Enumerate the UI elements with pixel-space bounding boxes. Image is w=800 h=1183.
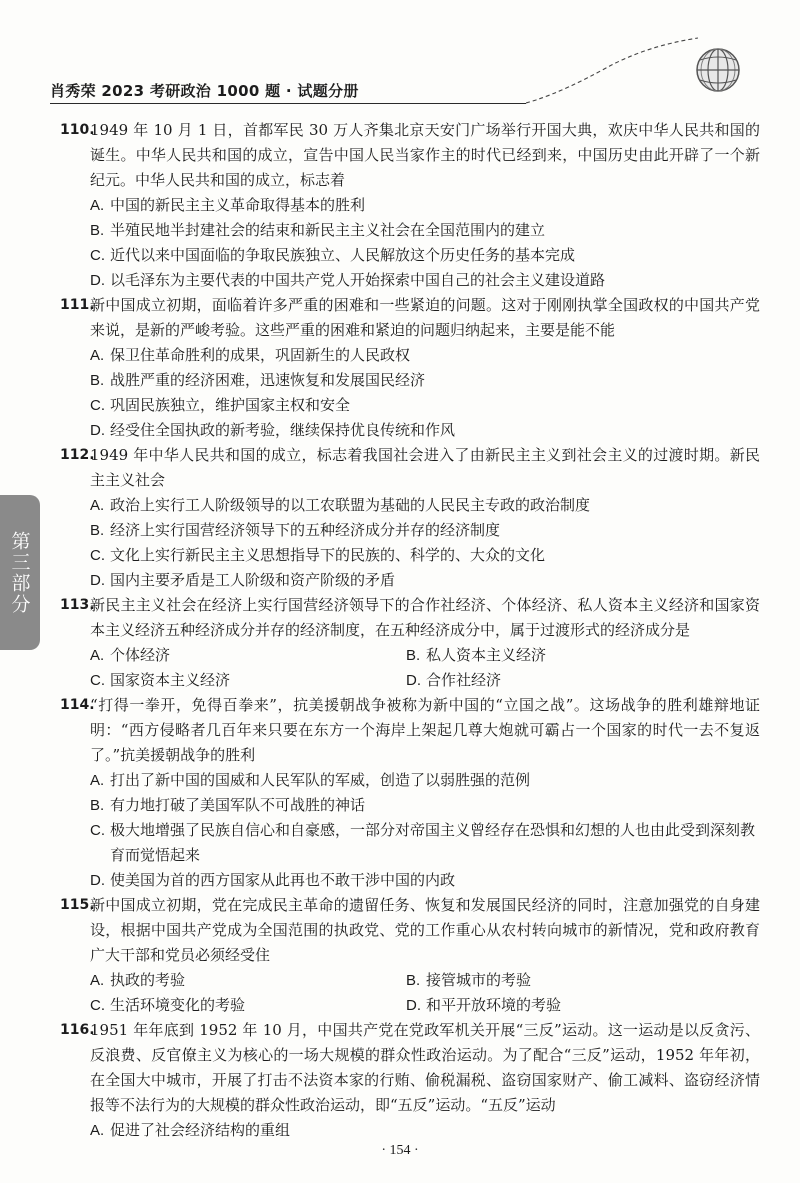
question-stem	[60, 593, 760, 643]
question-stem	[60, 1018, 760, 1118]
option-d: D. 经受住全国执政的新考验，继续保持优良传统和作风	[90, 421, 456, 439]
question-text: 1949 年中华人民共和国的成立，标志着我国社会进入了由新民主主义到社会主义的过渡时期。新民主主义社会	[90, 446, 760, 489]
globe-icon	[694, 46, 742, 94]
header-dashed-curve	[526, 30, 698, 104]
header-title: 肖秀荣 2023 考研政治 1000 题 · 试题分册	[50, 82, 359, 100]
question-list	[60, 118, 760, 1143]
question-number: 113.	[60, 597, 95, 613]
option-c: C. 生活环境变化的考验	[90, 996, 246, 1014]
option-a: A. 保卫住革命胜利的成果，巩固新生的人民政权	[90, 346, 411, 364]
option-b: B. 战胜严重的经济困难，迅速恢复和发展国民经济	[90, 371, 426, 389]
option-c: C. 巩固民族独立，维护国家主权和安全	[90, 396, 351, 414]
question-111	[60, 293, 760, 443]
option-a: A. 打出了新中国的国威和人民军队的军威，创造了以弱胜强的范例	[90, 771, 531, 789]
option-b: B. 半殖民地半封建社会的结束和新民主主义社会在全国范围内的建立	[90, 221, 546, 239]
option-list	[60, 493, 760, 593]
option-d: D. 使美国为首的西方国家从此再也不敢干涉中国的内政	[90, 871, 456, 889]
question-stem	[60, 893, 760, 968]
option-c: C. 国家资本主义经济	[90, 671, 231, 689]
option-list	[60, 968, 760, 1018]
option-a: A. 政治上实行工人阶级领导的以工农联盟为基础的人民民主专政的政治制度	[90, 496, 591, 514]
option-b: B. 经济上实行国营经济领导下的五种经济成分并存的经济制度	[90, 521, 501, 539]
question-stem	[60, 293, 760, 343]
option-list	[60, 768, 760, 893]
question-stem	[60, 693, 760, 768]
option-d: D. 以毛泽东为主要代表的中国共产党人开始探索中国自己的社会主义建设道路	[90, 271, 606, 289]
question-number: 114.	[60, 697, 95, 713]
option-d: D. 和平开放环境的考验	[406, 996, 562, 1014]
option-a: A. 中国的新民主主义革命取得基本的胜利	[90, 196, 366, 214]
option-a: A. 促进了社会经济结构的重组	[90, 1121, 291, 1139]
question-115	[60, 893, 760, 1018]
question-text: “打得一拳开，免得百拳来”，抗美援朝战争被称为新中国的“立国之战”。这场战争的胜利雄辩地证明：“西方侵略者几百年来只要在东方一个海岸上架起几尊大炮就可霸占一个国家的时代一去不复返了。”抗美援朝战争的胜利	[90, 696, 760, 764]
question-number: 115.	[60, 897, 95, 913]
option-a: A. 执政的考验	[90, 971, 186, 989]
header-rule	[50, 103, 526, 104]
question-number: 111.	[60, 297, 95, 313]
question-112	[60, 443, 760, 593]
option-d: D. 国内主要矛盾是工人阶级和资产阶级的矛盾	[90, 571, 396, 589]
question-text: 新中国成立初期，党在完成民主革命的遗留任务、恢复和发展国民经济的同时，注意加强党的自身建设，根据中国共产党成为全国范围的执政党、党的工作重心从农村转向城市的新情况，党和政府教育广大干部和党员必须经受住	[90, 896, 760, 964]
question-text: 新中国成立初期，面临着许多严重的困难和一些紧迫的问题。这对于刚刚执掌全国政权的中国共产党来说，是新的严峻考验。这些严重的困难和紧迫的问题归纳起来，主要是能不能	[90, 296, 760, 339]
option-d: D. 合作社经济	[406, 671, 502, 689]
question-116	[60, 1018, 760, 1143]
question-number: 116.	[60, 1022, 95, 1038]
option-b: B. 接管城市的考验	[406, 971, 532, 989]
option-b: B. 私人资本主义经济	[406, 646, 547, 664]
question-text: 新民主主义社会在经济上实行国营经济领导下的合作社经济、个体经济、私人资本主义经济和国家资本主义经济五种经济成分并存的经济制度，在五种经济成分中，属于过渡形式的经济成分是	[90, 596, 760, 639]
option-c: C. 近代以来中国面临的争取民族独立、人民解放这个历史任务的基本完成	[90, 246, 576, 264]
section-side-tab	[0, 495, 40, 650]
option-list	[60, 643, 760, 693]
question-number: 110.	[60, 122, 95, 138]
question-110	[60, 118, 760, 293]
option-list	[60, 1118, 760, 1143]
question-stem	[60, 443, 760, 493]
option-a: A. 个体经济	[90, 646, 171, 664]
option-b: B. 有力地打破了美国军队不可战胜的神话	[90, 796, 366, 814]
question-text: 1949 年 10 月 1 日，首都军民 30 万人齐集北京天安门广场举行开国大典，欢庆中华人民共和国的诞生。中华人民共和国的成立，宣告中国人民当家作主的时代已经到来，中国历史由此开辟了一个新纪元。中华人民共和国的成立，标志着	[90, 121, 760, 189]
question-113	[60, 593, 760, 693]
page-header	[0, 0, 800, 110]
page-number: · 154 ·	[381, 1143, 419, 1158]
option-list	[60, 193, 760, 293]
question-stem	[60, 118, 760, 193]
option-list	[60, 343, 760, 443]
option-c: C. 文化上实行新民主主义思想指导下的民族的、科学的、大众的文化	[90, 546, 546, 564]
question-text: 1951 年年底到 1952 年 10 月，中国共产党在党政军机关开展“三反”运动。这一运动是以反贪污、反浪费、反官僚主义为核心的一场大规模的群众性政治运动。为了配合“三反”运动，1952 年年初，在全国大中城市，开展了打击不法资本家的行贿、偷税漏税、盗窃国家财产、偷工减料、盗窃经济情报等不法行为的大规模的群众性政治运动，即“五反”运动。“五反”运动	[90, 1021, 760, 1114]
section-tab-label: 第三部分	[8, 530, 31, 615]
question-114	[60, 693, 760, 893]
question-number: 112.	[60, 447, 95, 463]
option-c: C. 极大地增强了民族自信心和自豪感，一部分对帝国主义曾经存在恐惧和幻想的人也由此受到深刻教育而觉悟起来	[90, 821, 756, 864]
